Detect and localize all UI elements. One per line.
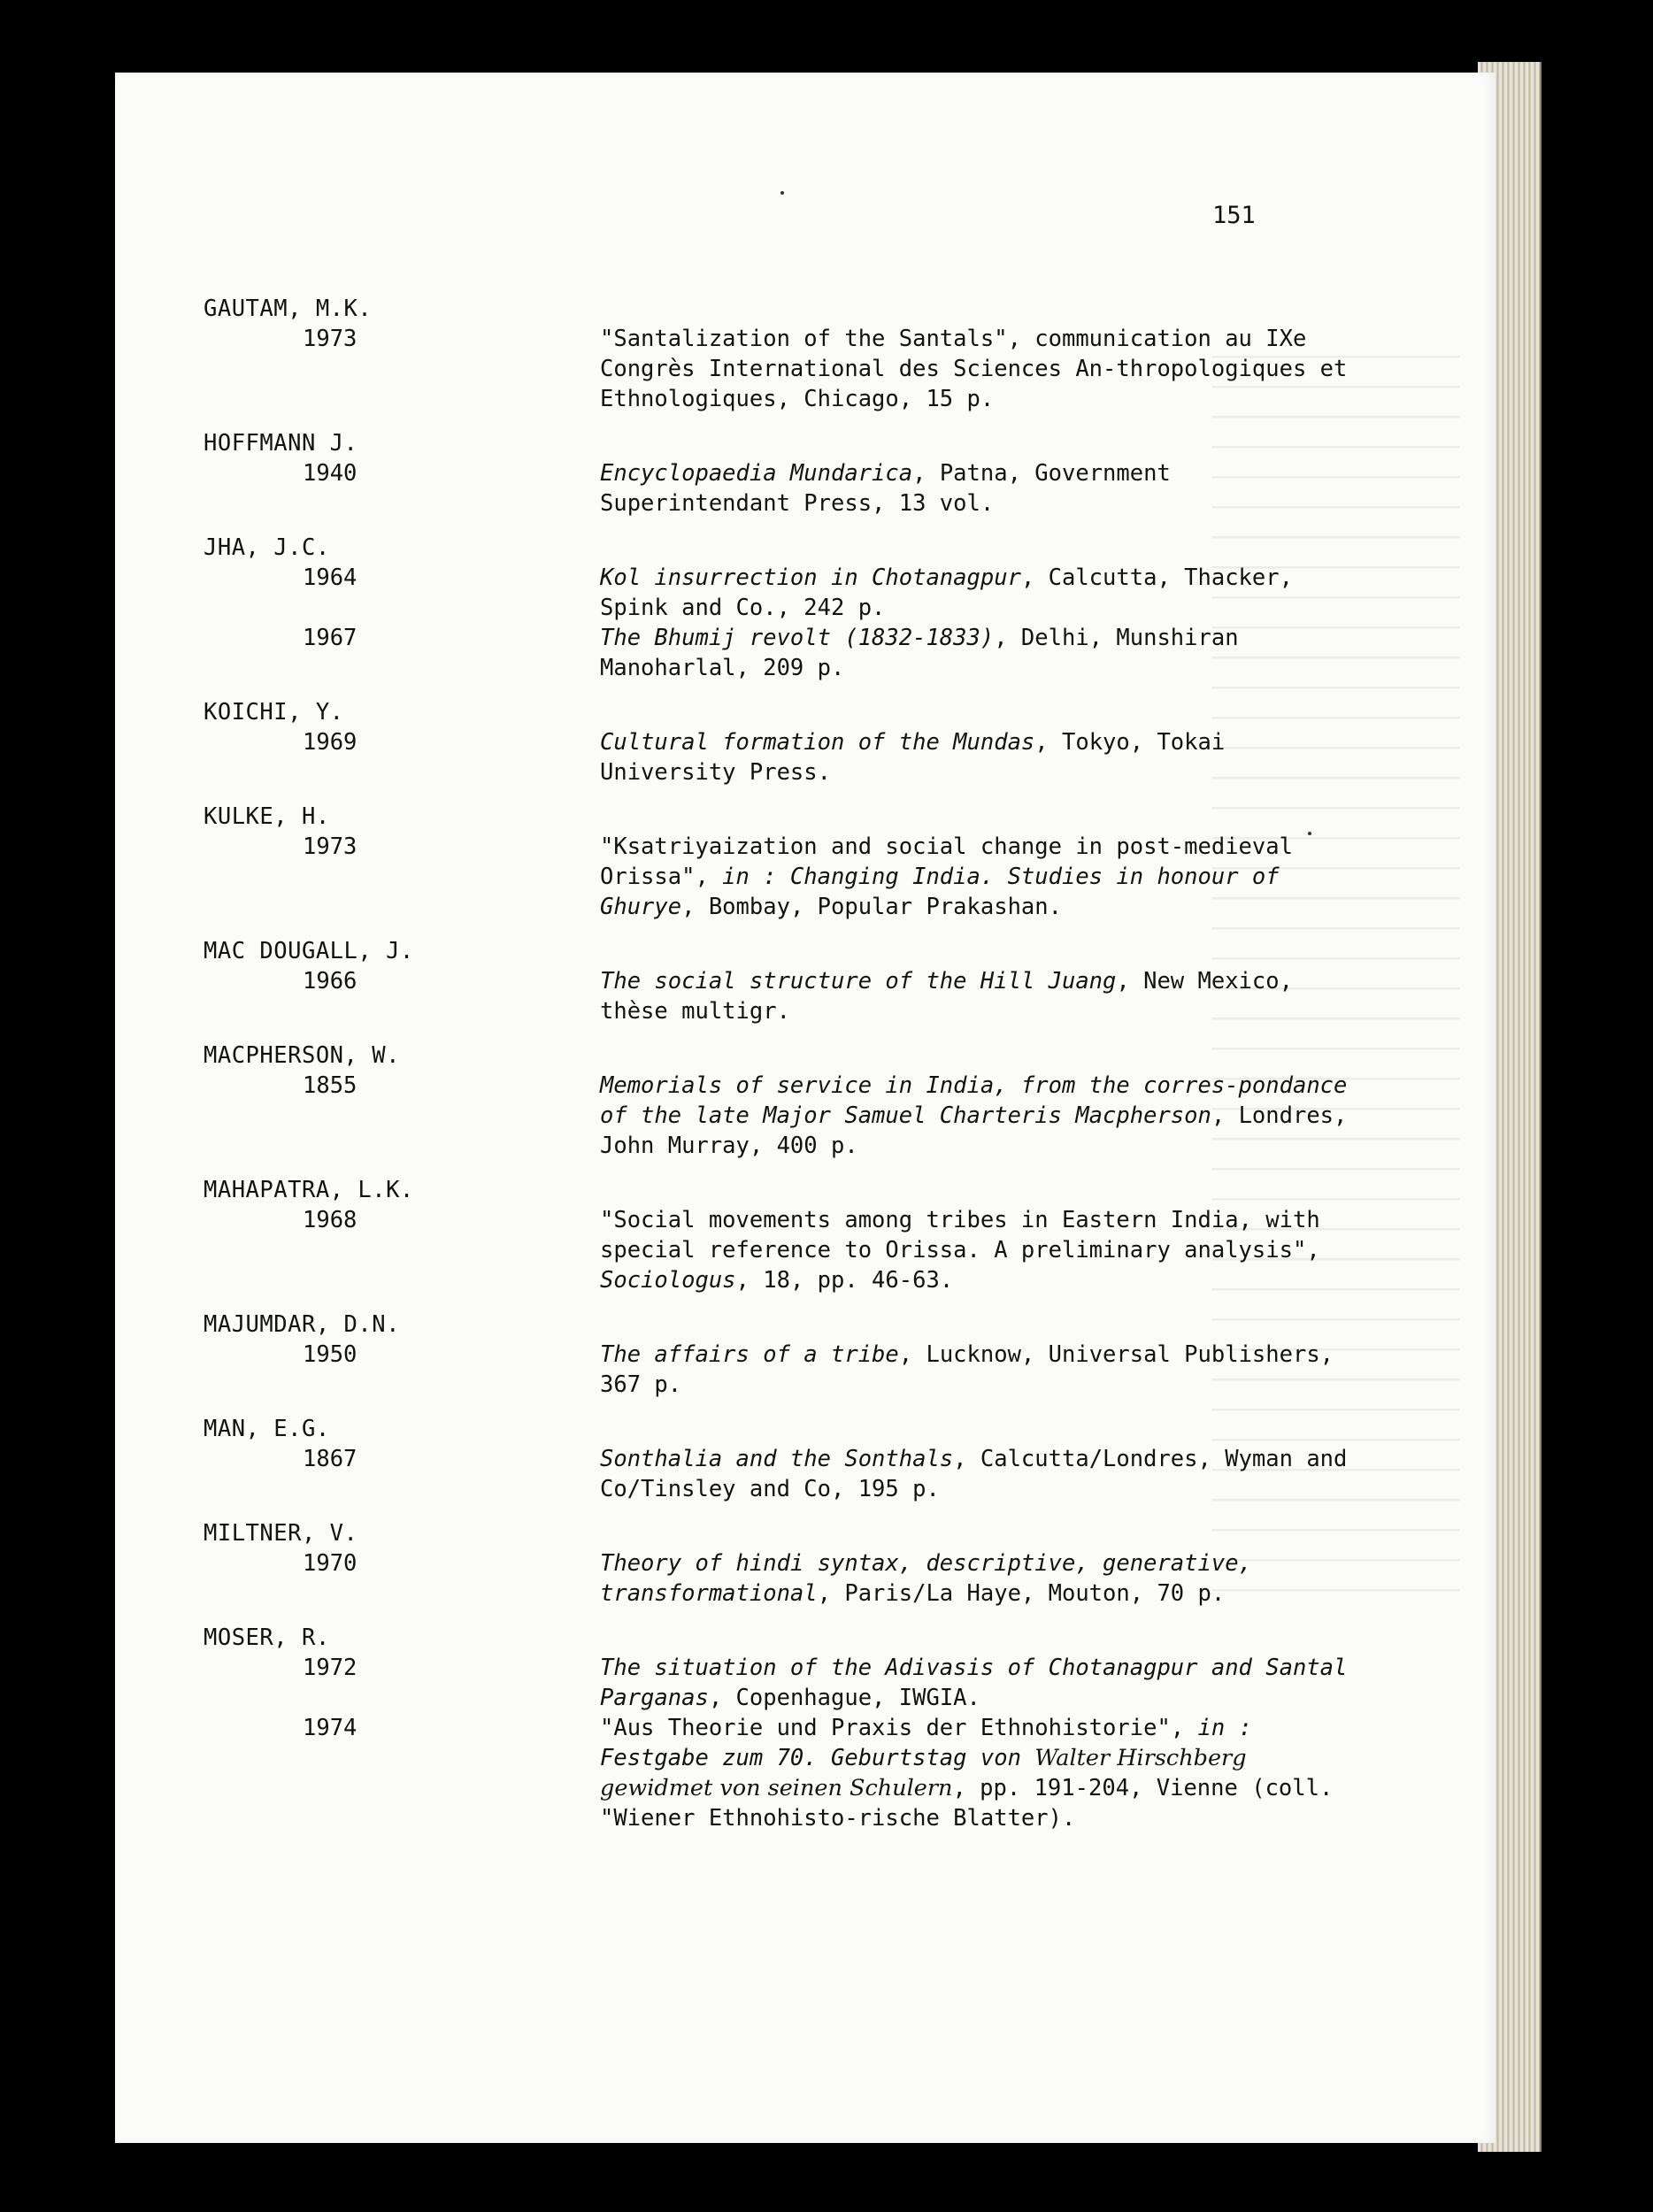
work-year: 1964 — [303, 565, 358, 591]
reference-text: "Social movements among tribes in Eastern India, with special reference to Orissa. A preliminary analysis", — [600, 1207, 1320, 1263]
page-number: 151 — [1212, 202, 1256, 229]
bibliography-entry — [204, 1310, 1354, 1400]
bibliography-entry — [204, 1414, 1354, 1504]
entry-author: MOSER, R. — [204, 1624, 330, 1651]
work-reference — [600, 1548, 1352, 1609]
entry-author: MILTNER, V. — [204, 1520, 358, 1547]
reference-text: , Copenhague, IWGIA. — [708, 1685, 980, 1711]
reference-text: , Lucknow, Universal Publishers, 367 p. — [600, 1341, 1334, 1398]
reference-title-italic: in : Festgabe zum 70. Geburtstag von — [600, 1715, 1252, 1771]
work-year: 1969 — [303, 729, 358, 756]
bibliography-entry — [204, 802, 1354, 922]
work-year: 1966 — [303, 968, 358, 995]
reference-text: , pp. 191-204, Vienne (coll. "Wiener Ethnohisto-rische Blatter). — [600, 1775, 1334, 1832]
bibliography-entry — [204, 533, 1354, 683]
work-year: 1973 — [303, 326, 358, 352]
entry-work — [204, 1444, 1354, 1504]
work-reference — [600, 1340, 1352, 1400]
entry-work — [204, 458, 1354, 518]
bibliography-entry — [204, 936, 1354, 1026]
work-reference — [600, 563, 1352, 623]
work-reference — [600, 1205, 1352, 1295]
work-year: 1940 — [303, 460, 358, 487]
reference-text: , Tokyo, Tokai University Press. — [600, 729, 1226, 786]
reference-title-italic: Cultural formation of the Mundas — [600, 729, 1035, 756]
entry-work — [204, 1713, 1354, 1833]
work-reference — [600, 1653, 1352, 1713]
bibliography-entry — [204, 1041, 1354, 1161]
work-year: 1974 — [303, 1715, 358, 1741]
reference-title-italic: in : Changing India. Studies in honour of Ghurye — [600, 864, 1280, 920]
entry-work — [204, 1071, 1354, 1161]
reference-title-italic: Encyclopaedia Mundarica — [600, 460, 913, 487]
entry-author: GAUTAM, M.K. — [204, 296, 373, 322]
work-year: 1968 — [303, 1207, 358, 1233]
entry-work — [204, 966, 1354, 1026]
reference-text: , New Mexico, thèse multigr. — [600, 968, 1293, 1025]
reference-text: , Londres, John Murray, 400 p. — [600, 1102, 1348, 1159]
bibliography-list — [204, 294, 1354, 1847]
reference-text: , Calcutta/Londres, Wyman and Co/Tinsley and Co, 195 p. — [600, 1446, 1348, 1502]
work-reference — [600, 832, 1352, 922]
entry-author: MAHAPATRA, L.K. — [204, 1177, 414, 1203]
reference-title-italic: The social structure of the Hill Juang — [600, 968, 1117, 995]
work-year: 1855 — [303, 1072, 358, 1099]
entry-work — [204, 1205, 1354, 1295]
entry-work — [204, 1340, 1354, 1400]
entry-author: HOFFMANN J. — [204, 430, 358, 457]
bibliography-entry — [204, 428, 1354, 518]
reference-text: , Calcutta, Thacker, Spink and Co., 242 p. — [600, 565, 1293, 621]
bibliography-entry — [204, 697, 1354, 787]
entry-work — [204, 727, 1354, 787]
entry-author: KULKE, H. — [204, 803, 330, 830]
entry-author: MAN, E.G. — [204, 1416, 330, 1442]
entry-author: MACPHERSON, W. — [204, 1042, 400, 1069]
reference-title-italic: The Bhumij revolt (1832-1833) — [600, 625, 995, 651]
reference-title-italic: Theory of hindi syntax, descriptive, generative, transformational — [600, 1550, 1252, 1607]
reference-text: , Paris/La Haye, Mouton, 70 p. — [817, 1580, 1226, 1607]
bibliography-entry — [204, 294, 1354, 414]
entry-work — [204, 563, 1354, 623]
work-year: 1972 — [303, 1655, 358, 1681]
print-speck — [780, 191, 784, 195]
reference-title-italic: Kol insurrection in Chotanagpur — [600, 565, 1021, 591]
reference-title-italic: Sonthalia and the Sonthals — [600, 1446, 954, 1472]
entry-work — [204, 324, 1354, 414]
work-reference — [600, 727, 1352, 787]
reference-text: "Ksatriyaization and social change in post-medieval Orissa", — [600, 833, 1293, 890]
work-reference — [600, 324, 1352, 414]
reference-title-italic: Walter Hirschberg gewidmet von seinen Schulern — [600, 1745, 1247, 1801]
entry-work — [204, 832, 1354, 922]
entry-author: MAC DOUGALL, J. — [204, 938, 414, 964]
entry-work — [204, 623, 1354, 683]
reference-text: "Aus Theorie und Praxis der Ethnohistorie", — [600, 1715, 1198, 1741]
reference-title-italic: Sociologus — [600, 1267, 736, 1294]
work-reference — [600, 1444, 1352, 1504]
entry-author: JHA, J.C. — [204, 534, 330, 561]
work-reference — [600, 623, 1352, 683]
work-year: 1970 — [303, 1550, 358, 1577]
bibliography-entry — [204, 1175, 1354, 1295]
bibliography-entry — [204, 1623, 1354, 1833]
entry-work — [204, 1653, 1354, 1713]
reference-text: , Bombay, Popular Prakashan. — [681, 894, 1062, 920]
work-year: 1973 — [303, 833, 358, 860]
entry-author: KOICHI, Y. — [204, 699, 344, 726]
entry-author: MAJUMDAR, D.N. — [204, 1311, 400, 1338]
reference-title-italic: The affairs of a tribe — [600, 1341, 899, 1368]
reference-text: , Patna, Government Superintendant Press, 13 vol. — [600, 460, 1171, 517]
work-year: 1867 — [303, 1446, 358, 1472]
reference-text: "Santalization of the Santals", communication au IXe Congrès International des Sciences An-thropologiques et Ethnologiques, Chicago, 15 p. — [600, 326, 1348, 412]
work-reference — [600, 458, 1352, 518]
reference-text: , 18, pp. 46-63. — [735, 1267, 954, 1294]
work-reference — [600, 1071, 1352, 1161]
work-year: 1950 — [303, 1341, 358, 1368]
reference-title-italic: Memorials of service in India, from the corres-pondance of the late Major Samuel Charteris Macpherson — [600, 1072, 1348, 1129]
work-reference — [600, 966, 1352, 1026]
work-reference — [600, 1713, 1352, 1833]
reference-title-italic: The situation of the Adivasis of Chotanagpur and Santal Parganas — [600, 1655, 1348, 1711]
work-year: 1967 — [303, 625, 358, 651]
reference-text — [1021, 1745, 1034, 1771]
bibliography-entry — [204, 1518, 1354, 1609]
reference-text: , Delhi, Munshiran Manoharlal, 209 p. — [600, 625, 1239, 681]
entry-work — [204, 1548, 1354, 1609]
